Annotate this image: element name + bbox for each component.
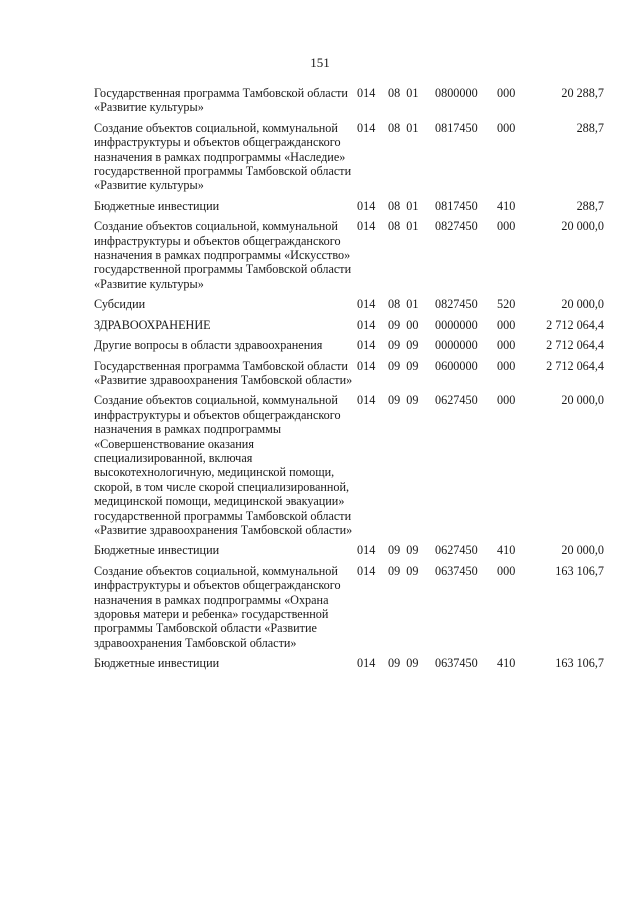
row-ministry-code: 014	[357, 297, 376, 312]
row-amount: 20 000,0	[561, 219, 604, 234]
row-section-codes	[388, 564, 435, 656]
row-name: Бюджетные инвестиции	[94, 656, 220, 671]
row-section: 08	[388, 86, 401, 100]
row-ministry-code: 014	[357, 543, 376, 558]
row-amount: 288,7	[576, 120, 604, 135]
row-amount: 20 000,0	[561, 297, 604, 312]
row-subsection: 09	[406, 338, 419, 353]
row-expense-type: 000	[497, 219, 516, 234]
row-subsection: 01	[406, 198, 419, 213]
table-row	[94, 199, 604, 219]
table-row	[94, 359, 604, 394]
row-section-codes	[388, 393, 435, 543]
row-section: 09	[388, 563, 401, 578]
row-target-code: 0627450	[435, 543, 478, 558]
row-amount: 288,7	[576, 198, 604, 213]
row-amount: 2 712 064,4	[546, 338, 604, 353]
row-section: 09	[388, 317, 401, 332]
row-name: Государственная программа Тамбовской области «Развитие культуры»	[94, 86, 348, 115]
row-target-code: 0827450	[435, 297, 478, 312]
row-target-code: 0817450	[435, 120, 478, 135]
row-name: Бюджетные инвестиции	[94, 198, 220, 213]
row-name: Государственная программа Тамбовской области «Развитие здравоохранения Тамбовской области»	[94, 358, 353, 387]
row-section: 09	[388, 656, 401, 671]
row-subsection: 09	[406, 358, 419, 373]
row-expense-type: 000	[497, 563, 516, 578]
table-row	[94, 86, 604, 121]
row-target-code: 0637450	[435, 656, 478, 671]
row-expense-type: 000	[497, 317, 516, 332]
row-amount: 20 288,7	[561, 86, 604, 100]
row-subsection: 01	[406, 86, 419, 100]
row-section-codes	[388, 656, 435, 676]
row-ministry-code: 014	[357, 120, 376, 135]
row-amount: 2 712 064,4	[546, 317, 604, 332]
table-row	[94, 219, 604, 297]
table-row	[94, 297, 604, 317]
row-amount: 163 106,7	[555, 656, 604, 671]
row-section-codes	[388, 121, 435, 199]
table-row	[94, 338, 604, 358]
row-expense-type: 000	[497, 393, 516, 408]
row-section: 08	[388, 219, 401, 234]
row-expense-type: 000	[497, 338, 516, 353]
row-target-code: 0627450	[435, 393, 478, 408]
row-name: Создание объектов социальной, коммунальной инфраструктуры и объектов общегражданского назначения в рамках подпрограммы «Искусство» государственной программы Тамбовской области «Развитие культуры»	[94, 219, 352, 291]
row-name: Создание объектов социальной, коммунальной инфраструктуры и объектов общегражданского назначения в рамках подпрограммы «Совершенствование оказания специализированной, включая высокотехнологичную, медицинской помощи, скорой, в том числе скорой специализированной, медицинской помощи, медицинской эвакуации» государственной программы Тамбовской области «Развитие здравоохранения Тамбовской области»	[94, 393, 353, 537]
row-ministry-code: 014	[357, 563, 376, 578]
row-subsection: 00	[406, 317, 419, 332]
row-name: Субсидии	[94, 297, 146, 312]
row-section: 08	[388, 120, 401, 135]
row-target-code: 0637450	[435, 563, 478, 578]
row-section-codes	[388, 338, 435, 358]
row-expense-type: 410	[497, 543, 516, 558]
row-amount: 20 000,0	[561, 543, 604, 558]
row-name: Другие вопросы в области здравоохранения	[94, 338, 323, 353]
row-target-code: 0827450	[435, 219, 478, 234]
row-amount: 163 106,7	[555, 563, 604, 578]
row-expense-type: 000	[497, 86, 516, 100]
page-number: 151	[310, 55, 330, 70]
row-subsection: 09	[406, 543, 419, 558]
table-row	[94, 564, 604, 656]
row-target-code: 0000000	[435, 338, 478, 353]
row-ministry-code: 014	[357, 317, 376, 332]
row-ministry-code: 014	[357, 219, 376, 234]
row-amount: 2 712 064,4	[546, 358, 604, 373]
row-expense-type: 410	[497, 198, 516, 213]
row-ministry-code: 014	[357, 656, 376, 671]
table-row	[94, 656, 604, 676]
row-ministry-code: 014	[357, 393, 376, 408]
row-expense-type: 410	[497, 656, 516, 671]
row-section: 08	[388, 198, 401, 213]
row-section-codes	[388, 297, 435, 317]
row-expense-type: 520	[497, 297, 516, 312]
row-amount: 20 000,0	[561, 393, 604, 408]
row-subsection: 09	[406, 563, 419, 578]
row-section-codes	[388, 199, 435, 219]
row-subsection: 09	[406, 393, 419, 408]
row-target-code: 0600000	[435, 358, 478, 373]
row-subsection: 01	[406, 297, 419, 312]
row-expense-type: 000	[497, 120, 516, 135]
row-section: 09	[388, 358, 401, 373]
row-name: Создание объектов социальной, коммунальной инфраструктуры и объектов общегражданского назначения в рамках подпрограммы «Охрана здоровья матери и ребенка» государственной программы Тамбовской области «Развитие здравоохранения Тамбовской области»	[94, 563, 341, 650]
table-row	[94, 121, 604, 199]
row-section-codes	[388, 219, 435, 297]
row-section-codes	[388, 543, 435, 563]
row-section: 08	[388, 297, 401, 312]
row-expense-type: 000	[497, 358, 516, 373]
row-section-codes	[388, 86, 435, 121]
row-name: Бюджетные инвестиции	[94, 543, 220, 558]
table-row	[94, 318, 604, 338]
row-ministry-code: 014	[357, 358, 376, 373]
budget-table	[94, 86, 604, 677]
row-target-code: 0000000	[435, 317, 478, 332]
table-row	[94, 543, 604, 563]
row-section-codes	[388, 318, 435, 338]
row-section: 09	[388, 338, 401, 353]
row-ministry-code: 014	[357, 338, 376, 353]
row-subsection: 01	[406, 120, 419, 135]
row-subsection: 09	[406, 656, 419, 671]
table-row	[94, 393, 604, 543]
row-subsection: 01	[406, 219, 419, 234]
row-section: 09	[388, 543, 401, 558]
row-ministry-code: 014	[357, 198, 376, 213]
row-name: ЗДРАВООХРАНЕНИЕ	[94, 317, 211, 332]
row-ministry-code: 014	[357, 86, 376, 100]
row-section-codes	[388, 359, 435, 394]
row-target-code: 0800000	[435, 86, 478, 100]
row-name: Создание объектов социальной, коммунальной инфраструктуры и объектов общегражданского назначения в рамках подпрограммы «Наследие» государственной программы Тамбовской области «Развитие культуры»	[94, 120, 352, 193]
row-target-code: 0817450	[435, 198, 478, 213]
row-section: 09	[388, 393, 401, 408]
